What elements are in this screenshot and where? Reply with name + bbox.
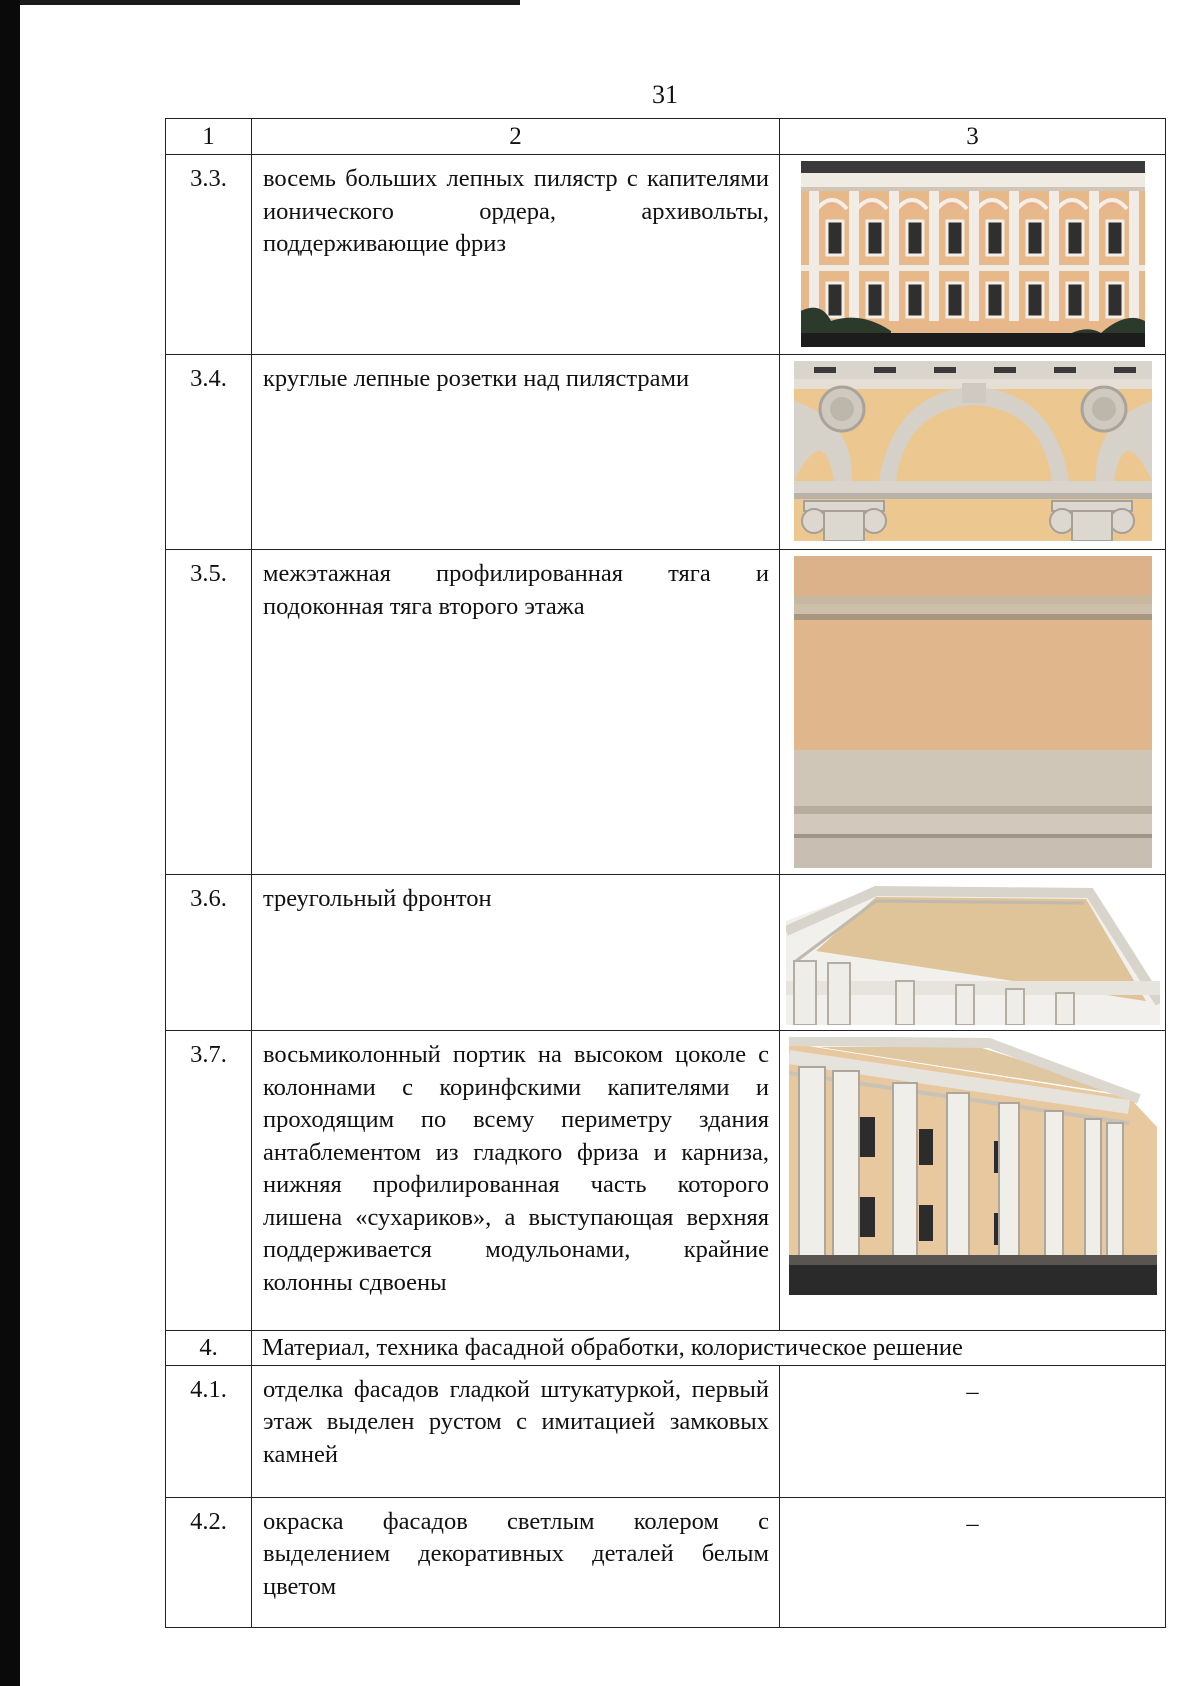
scan-edge-top	[20, 0, 520, 5]
header-col-2: 2	[252, 119, 780, 155]
row-description: восемь больших лепных пилястр с капителями ионического ордера, архивольты, поддерживающие фриз	[252, 155, 780, 355]
scan-edge-left	[0, 0, 20, 1686]
row-number: 4.2.	[166, 1497, 252, 1627]
empty-value-dash: –	[966, 1509, 979, 1537]
page-number: 31	[652, 80, 678, 109]
table-row	[166, 875, 1166, 1031]
facade-pilasters-photo	[801, 161, 1145, 347]
row-description: межэтажная профилированная тяга и подоконная тяга второго этажа	[252, 550, 780, 875]
heritage-elements-table	[165, 118, 1166, 1628]
pediment-photo	[786, 881, 1160, 1025]
row-description: окраска фасадов светлым колером с выделением декоративных деталей белым цветом	[252, 1497, 780, 1627]
section-row	[166, 1331, 1166, 1366]
table-row	[166, 550, 1166, 875]
header-col-3: 3	[780, 119, 1166, 155]
row-number: 3.4.	[166, 355, 252, 550]
row-description: отделка фасадов гладкой штукатуркой, первый этаж выделен рустом с имитацией замковых камней	[252, 1365, 780, 1497]
row-number: 3.3.	[166, 155, 252, 355]
section-title: Материал, техника фасадной обработки, колористическое решение	[252, 1331, 1166, 1366]
row-number: 3.7.	[166, 1031, 252, 1331]
row-description: треугольный фронтон	[252, 875, 780, 1031]
portico-photo	[789, 1037, 1157, 1295]
cornice-band-photo	[794, 556, 1152, 868]
row-description: круглые лепные розетки над пилястрами	[252, 355, 780, 550]
table-row	[166, 355, 1166, 550]
table-row	[166, 1031, 1166, 1331]
row-number: 4.1.	[166, 1365, 252, 1497]
table-row	[166, 1497, 1166, 1627]
row-description: восьмиколонный портик на высоком цоколе с колоннами с коринфскими капителями и проходящим по всему периметру здания антаблементом из гладкого фриза и карниза, нижняя профилированная часть которого лишена «сухариков», а выступающая верхняя поддерживается модульонами, крайние колонны сдвоены	[252, 1031, 780, 1331]
row-number: 3.6.	[166, 875, 252, 1031]
table-row	[166, 1365, 1166, 1497]
row-number: 3.5.	[166, 550, 252, 875]
rosettes-photo	[794, 361, 1152, 541]
table-header-row	[166, 119, 1166, 155]
header-col-1: 1	[166, 119, 252, 155]
table-row	[166, 155, 1166, 355]
empty-value-dash: –	[966, 1377, 979, 1405]
section-number: 4.	[166, 1331, 252, 1366]
